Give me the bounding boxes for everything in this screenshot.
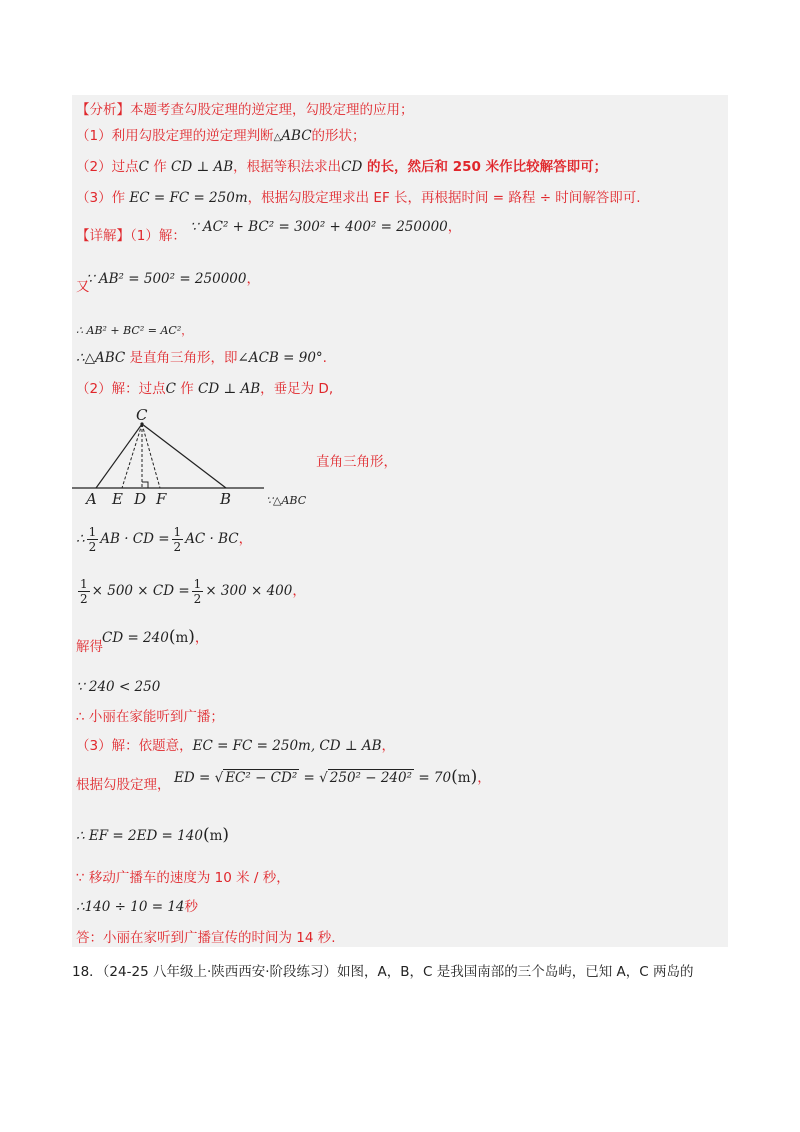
eq4-angle: ∠ACB = 90°: [237, 350, 323, 366]
p3-pre: （3）作: [76, 190, 130, 206]
because-abc: [266, 492, 306, 510]
half-1: [87, 525, 99, 554]
eq5-b: AC · BC: [185, 531, 239, 547]
eq4: ∴△ABC: [76, 350, 126, 366]
half-2-den: 2: [173, 539, 182, 554]
eq10-a: ED =: [174, 770, 211, 786]
detail-part1: （1）解：: [130, 228, 186, 244]
half-4-num: 1: [193, 576, 202, 591]
eq10-expr: [174, 768, 491, 787]
analysis-label: 【分析】: [76, 102, 130, 118]
p2-c: C: [138, 159, 149, 175]
half-2: [172, 525, 184, 554]
eq8-line: [76, 678, 160, 696]
p1-pre: （1）利用勾股定理的逆定理判断: [76, 128, 274, 144]
part3-text: （3）解：依题意，: [76, 738, 193, 754]
label-e: E: [112, 490, 123, 508]
eq4-text: 是直角三角形，即: [125, 350, 238, 366]
eq1-line: [190, 218, 461, 236]
half-3-num: 1: [80, 576, 88, 591]
answer-line: 答：小丽在家听到广播宣传的时间为 14 秒.: [76, 930, 336, 946]
eq10-e: = 70: [418, 770, 452, 786]
detail-header: [76, 227, 186, 245]
eq3: ∴ AB² + BC² = AC²: [76, 324, 182, 337]
eq1-comma: ，: [447, 219, 462, 235]
label-a: A: [86, 490, 97, 508]
paren-open: (: [168, 627, 176, 647]
half-3: [78, 577, 90, 606]
eq10-d: 250² − 240²: [329, 770, 413, 786]
eq4-end: .: [322, 350, 327, 366]
eq6-b: × 300 × 400: [205, 583, 293, 599]
speed-line: ∵ 移动广播车的速度为 10 米 / 秒，: [76, 870, 290, 886]
part2-end: ，垂足为 D,: [260, 381, 334, 397]
eq7-comma: ，: [194, 630, 209, 646]
part2-text: （2）解：过点: [76, 381, 166, 397]
eq5-a: AB · CD =: [100, 531, 170, 547]
paren-open-3: (: [202, 825, 210, 845]
half-4: [192, 577, 204, 606]
half-1-den: 2: [88, 539, 97, 554]
eq10-line: [76, 776, 171, 794]
part2-zuo: 作: [175, 381, 199, 397]
right-triangle-text: 直角三角形，: [316, 454, 397, 470]
half-3-den: 2: [80, 591, 88, 606]
p2-pre: （2）过点: [76, 159, 139, 175]
eq7-unit: m: [175, 630, 189, 646]
part3-line: [76, 737, 395, 755]
half-2-num: 1: [173, 524, 182, 539]
eq7-line: [102, 628, 208, 647]
jiede-text: 解得: [76, 639, 103, 655]
eq6-a: × 500 × CD =: [91, 583, 190, 599]
eq11: ∴ EF = 2ED = 140: [76, 828, 203, 844]
eq7: CD = 240: [102, 630, 169, 646]
sqrt-1: √ EC² − CD²: [214, 770, 298, 786]
miao-text: 秒: [184, 899, 199, 915]
analysis-line: [76, 101, 414, 119]
eq5-line: [76, 524, 252, 554]
label-d: D: [134, 490, 147, 508]
eq1: ∵ AC² + BC² = 300² + 400² = 250000: [190, 219, 448, 235]
p1-abc: ABC: [281, 128, 312, 144]
eq12-line: [76, 898, 198, 916]
part2-perp: CD ⊥ AB: [198, 381, 261, 397]
p3-mid: ，根据勾股定理求出 EF 长，再根据时间 = 路程 ÷ 时间解答即可.: [247, 190, 641, 206]
eq5-comma: ，: [238, 531, 253, 547]
eq2: ∵ AB² = 500² = 250000: [86, 271, 247, 287]
eq9: EC = FC = 250m, CD ⊥ AB: [192, 738, 382, 754]
p2-mid: ，根据等积法求出: [233, 159, 342, 175]
analysis-text: 本题考查勾股定理的逆定理，勾股定理的应用；: [130, 102, 414, 118]
detail-label: 【详解】: [76, 228, 130, 244]
p2-perp: CD ⊥ AB: [171, 159, 234, 175]
eq2-expr: [86, 270, 260, 288]
eq3-line: [76, 322, 192, 340]
paren-close-2: ): [470, 767, 478, 787]
eq3-comma: ，: [181, 324, 193, 337]
eq10-unit: m: [457, 770, 471, 786]
eq12: ∴140 ÷ 10 = 14: [76, 899, 185, 915]
eq9-comma: ，: [381, 738, 396, 754]
triangle-symbol: △: [273, 132, 282, 143]
eq11-unit: m: [209, 828, 223, 844]
label-c: C: [136, 408, 148, 424]
part2-c: C: [165, 381, 176, 397]
paren-close-3: ): [222, 825, 230, 845]
analysis-point-1: [76, 127, 366, 147]
question-18: 18．（24-25 八年级上·陕西西安·阶段练习）如图，A，B，C 是我国南部的三个岛屿，已知 A，C 两岛的: [72, 964, 694, 980]
eq10-b: EC² − CD²: [225, 770, 298, 786]
p2-zuo: 作: [148, 159, 172, 175]
eq6-line: [76, 576, 306, 606]
label-f: F: [156, 490, 167, 508]
triangle-figure: [72, 408, 272, 508]
gougu-text: 根据勾股定理，: [76, 777, 171, 793]
therefore-sym: ∴: [76, 531, 85, 547]
eq10-c: =: [303, 770, 315, 786]
eq2-comma: ，: [246, 271, 260, 287]
part2-line: [76, 380, 333, 398]
label-b: B: [220, 490, 232, 508]
paren-open-2: (: [451, 767, 458, 787]
jiede-line: [76, 638, 103, 656]
p2-post: 的长，然后和 250 米作比较解答即可；: [362, 159, 608, 175]
half-1-num: 1: [88, 524, 97, 539]
conclusion-2: ∴ 小丽在家能听到广播；: [76, 709, 224, 725]
half-4-den: 2: [193, 591, 202, 606]
eq11-line: [76, 826, 229, 845]
eq6-comma: ，: [292, 583, 306, 599]
p1-post: 的形状；: [311, 128, 366, 144]
eq10-comma: ，: [477, 770, 491, 786]
sqrt-2: √ 250² − 240²: [319, 770, 413, 786]
eq4-line: [76, 349, 327, 367]
analysis-point-2: [76, 158, 607, 176]
because-abc-expr: ∵△ABC: [266, 494, 307, 507]
paren-close: ): [188, 627, 195, 647]
analysis-point-3: [76, 189, 641, 207]
you-text: 又: [76, 279, 90, 295]
p3-eq: EC = FC = 250m: [129, 190, 248, 206]
p2-cd: CD: [341, 159, 363, 175]
eq8: ∵ 240 < 250: [76, 679, 161, 695]
